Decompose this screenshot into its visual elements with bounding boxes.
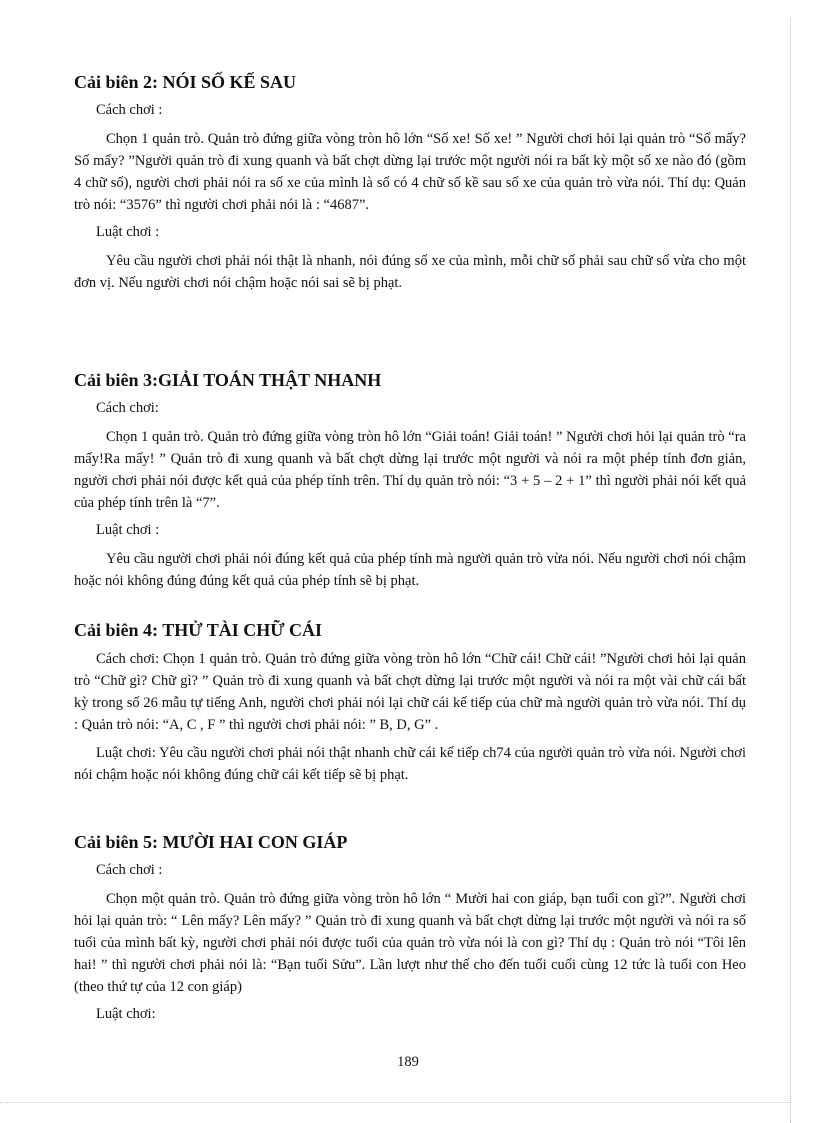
page-bottom-rule: [0, 1102, 790, 1103]
rules-text: Yêu cầu người chơi phải nói thật là nhanh, nói đúng số xe của mình, mỗi chữ số phải sau chữ số vừa cho một đơn vị. Nếu người chơi nói chậm hoặc nói sai sẽ bị phạt.: [74, 253, 746, 291]
section-cai-bien-5: [74, 830, 746, 1032]
how-to-play-label: Cách chơi :: [96, 862, 163, 878]
rules-label: Luật chơi :: [96, 522, 160, 538]
section-cai-bien-3: [74, 368, 746, 598]
how-to-play-text: Chọn 1 quản trò. Quản trò đứng giữa vòng tròn hô lớn “Giải toán! Giải toán! ” Người chơi hỏi lại quản trò “ra mấy!Ra mấy! ” Quản trò đi xung quanh và bất chợt dừng lại trước một người và nói ra một phép tính đơn giản, người chơi phải nói được kết quả của phép tính trên. Thí dụ quản trò nói: “3 + 5 – 2 + 1” thì người phải nói kết quả của phép tính trên là “7”.: [74, 429, 746, 511]
rules-label: Luật chơi :: [96, 224, 160, 240]
section-cai-bien-2: [74, 70, 746, 300]
section-heading: Cải biên 4: THỬ TÀI CHỮ CÁI: [74, 620, 323, 640]
page-number: 189: [397, 1054, 419, 1070]
how-to-play-label: Cách chơi :: [96, 102, 163, 118]
section-heading: Cải biên 3:GIẢI TOÁN THẬT NHANH: [74, 370, 382, 390]
rules-label: Luật chơi:: [96, 1006, 156, 1022]
section-cai-bien-4: [74, 618, 746, 792]
rules-text: Yêu cầu người chơi phải nói đúng kết quả của phép tính mà người quản trò vừa nói. Nếu người chơi nói chậm hoặc nói không đúng đúng kết quả của phép tính sẽ bị phạt.: [74, 551, 746, 589]
section-heading: Cải biên 5: MƯỜI HAI CON GIÁP: [74, 832, 348, 852]
rules-text: Luật chơi: Yêu cầu người chơi phải nói thật nhanh chữ cái kế tiếp ch74 của người quản trò vừa nói. Người chơi nói chậm hoặc nói không đúng chữ cái kết tiếp sẽ bị phạt.: [74, 745, 746, 783]
how-to-play-text: Cách chơi: Chọn 1 quản trò. Quản trò đứng giữa vòng tròn hô lớn “Chữ cái! Chữ cái! ”Người chơi hỏi lại quản trò “Chữ gì? Chữ gì? ” Quản trò đi xung quanh và bất chợt dừng lại trước một người và nói ra một vài chữ cái bất kỳ trong số 26 mẫu tự tiếng Anh, người chơi phải nói lại chữ cái kế tiếp của chữ mà người quản trò vừa nói. Thí dụ : Quản trò nói: “A, C , F ” thì người chơi phải nói: ” B, D, G” .: [74, 651, 746, 733]
how-to-play-text: Chọn một quản trò. Quản trò đứng giữa vòng tròn hô lớn “ Mười hai con giáp, bạn tuổi con gì?”. Người chơi hỏi lại quản trò: “ Lên mấy? Lên mấy? ” Quản trò đi xung quanh và bất chợt dừng lại trước một người và nói ra số tuổi của mình bất kỳ, người chơi phải nói được tuổi của quản trò vừa nói là con gì? Thí dụ : Quản trò nói “Tôi lên hai! ” thì người chơi phải nói là: “Bạn tuổi Sửu”. Lần lượt như thế cho đến tuổi cuối cùng 12 tức là tuổi con Heo (theo thứ tự của 12 con giáp): [74, 891, 746, 995]
how-to-play-text: Chọn 1 quản trò. Quản trò đứng giữa vòng tròn hô lớn “Số xe! Số xe! ” Người chơi hỏi lại quản trò “Số mấy? Số mấy? ”Người quản trò đi xung quanh và bất chợt dừng lại trước một người nói ra bất kỳ một số xe nào đó (gồm 4 chữ số), người chơi phải nói ra số xe của mình là số có 4 chữ số kề sau số xe của quản trò vừa nói. Thí dụ: Quản trò nói: “3576” thì người chơi phải nói là : “4687”.: [74, 131, 746, 213]
section-heading: Cải biên 2: NÓI SỐ KẾ SAU: [74, 72, 297, 92]
how-to-play-label: Cách chơi:: [96, 400, 159, 416]
page-edge-rule: [790, 18, 791, 1123]
